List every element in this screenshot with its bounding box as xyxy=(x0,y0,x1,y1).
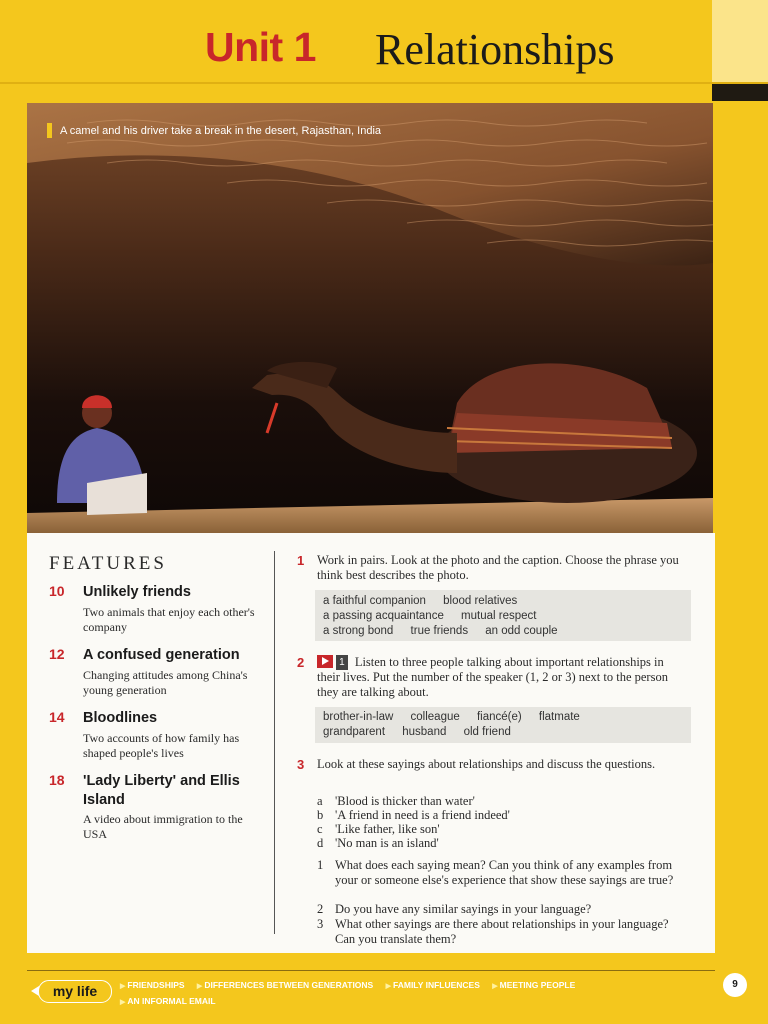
phrase: a strong bond xyxy=(323,625,394,637)
question-text: Do you have any similar sayings in your language? xyxy=(335,902,592,916)
question-number: 2 xyxy=(317,902,324,916)
saying-item xyxy=(317,822,687,837)
feature-item[interactable] xyxy=(49,646,279,696)
exercise-number: 1 xyxy=(297,553,305,568)
feature-item[interactable] xyxy=(49,583,279,633)
topic-item: ▶ MEETING PEOPLE xyxy=(492,980,575,990)
caption-marker xyxy=(47,123,52,138)
question-item xyxy=(317,917,687,949)
exercise-instruction: Look at these sayings about relationships and discuss the questions. xyxy=(317,757,656,771)
phrase-row xyxy=(323,595,531,607)
question-number: 3 xyxy=(317,917,324,931)
word: grandparent xyxy=(323,726,386,738)
word: fiancé(e) xyxy=(476,711,522,723)
footer-rule xyxy=(27,970,715,971)
caption-text: A camel and his driver take a break in the desert, Rajasthan, India xyxy=(60,124,382,137)
saying-letter: c xyxy=(317,822,323,836)
phrase: true friends xyxy=(410,625,469,637)
my-life-topics xyxy=(120,978,640,1010)
feature-description: Two accounts of how family has shaped people's lives xyxy=(83,731,240,760)
phrase: an odd couple xyxy=(485,625,558,637)
feature-description: A video about immigration to the USA xyxy=(83,812,243,841)
question-text: What does each saying mean? Can you think of any examples from your or someone else's experience that show these sayings are true? xyxy=(335,858,674,887)
saying-item xyxy=(317,836,687,851)
saying-text: 'Like father, like son' xyxy=(335,822,440,836)
word-row xyxy=(323,711,594,723)
question-item xyxy=(317,902,687,917)
feature-page-number: 10 xyxy=(49,583,65,599)
word-box xyxy=(315,707,691,743)
word: flatmate xyxy=(538,711,580,723)
exercise-number: 3 xyxy=(297,757,305,772)
feature-title: Bloodlines xyxy=(83,710,158,726)
feature-page-number: 14 xyxy=(49,709,65,725)
exercise-number: 2 xyxy=(297,655,305,670)
phrase-row xyxy=(323,610,550,622)
unit-label: Unit 1 xyxy=(205,24,316,70)
question-number: 1 xyxy=(317,858,324,872)
content-panel xyxy=(27,533,715,953)
word: brother-in-law xyxy=(323,711,394,723)
saying-item xyxy=(317,794,687,809)
phrase-row xyxy=(323,625,572,637)
page-corner-tab xyxy=(712,0,768,82)
saying-letter: a xyxy=(317,794,323,808)
page-corner-band xyxy=(712,82,768,101)
phrase-box xyxy=(315,590,691,641)
exercise-2 xyxy=(297,655,692,703)
feature-item[interactable] xyxy=(49,709,279,759)
photo-caption xyxy=(47,123,381,138)
saying-text: 'Blood is thicker than water' xyxy=(335,794,475,808)
audio-play-icon[interactable] xyxy=(317,655,333,668)
page-number: 9 xyxy=(723,973,747,997)
phrase: a passing acquaintance xyxy=(323,610,444,622)
title-rule xyxy=(0,82,768,84)
unit-title: Relationships xyxy=(375,25,615,74)
exercise-1 xyxy=(297,553,692,585)
desert-photo xyxy=(27,103,713,533)
phrase: mutual respect xyxy=(461,610,537,622)
topic-item: ▶ DIFFERENCES BETWEEN GENERATIONS xyxy=(197,980,373,990)
audio-track-number: 1 xyxy=(336,655,348,670)
feature-title: Unlikely friends xyxy=(83,584,191,600)
exercise-instruction: Listen to three people talking about important relationships in their lives. Put the number of the speaker (1, 2 or 3) next to the person they are talking about. xyxy=(317,655,668,699)
exercise-3 xyxy=(297,757,692,789)
exercise-instruction: Work in pairs. Look at the photo and the caption. Choose the phrase you think best describes the photo. xyxy=(317,553,679,582)
saying-item xyxy=(317,808,687,823)
feature-description: Two animals that enjoy each other's company xyxy=(83,605,255,634)
phrase: blood relatives xyxy=(443,595,518,607)
word-row xyxy=(323,726,525,738)
desert-camel-illustration xyxy=(27,103,713,533)
feature-page-number: 12 xyxy=(49,646,65,662)
feature-title: 'Lady Liberty' and Ellis Island xyxy=(83,773,240,808)
topic-item: ▶ FRIENDSHIPS xyxy=(120,980,185,990)
saying-letter: d xyxy=(317,836,324,850)
topic-item: ▶ AN INFORMAL EMAIL xyxy=(120,996,216,1006)
saying-text: 'A friend in need is a friend indeed' xyxy=(335,808,510,822)
phrase: a faithful companion xyxy=(323,595,426,607)
question-text: What other sayings are there about relationships in your language? Can you translate them? xyxy=(335,917,669,946)
column-divider xyxy=(274,551,275,934)
feature-page-number: 18 xyxy=(49,772,65,788)
feature-title: A confused generation xyxy=(83,647,240,663)
word: colleague xyxy=(410,711,460,723)
saying-letter: b xyxy=(317,808,324,822)
features-heading: FEATURES xyxy=(49,553,167,574)
saying-text: 'No man is an island' xyxy=(335,836,439,850)
feature-item[interactable] xyxy=(49,772,279,852)
question-item xyxy=(317,858,687,904)
word: old friend xyxy=(463,726,511,738)
exercise-instruction-wrap xyxy=(317,655,687,700)
word: husband xyxy=(402,726,447,738)
topic-item: ▶ FAMILY INFLUENCES xyxy=(386,980,480,990)
feature-description: Changing attitudes among China's young generation xyxy=(83,668,248,697)
my-life-badge: my life xyxy=(38,980,112,1003)
